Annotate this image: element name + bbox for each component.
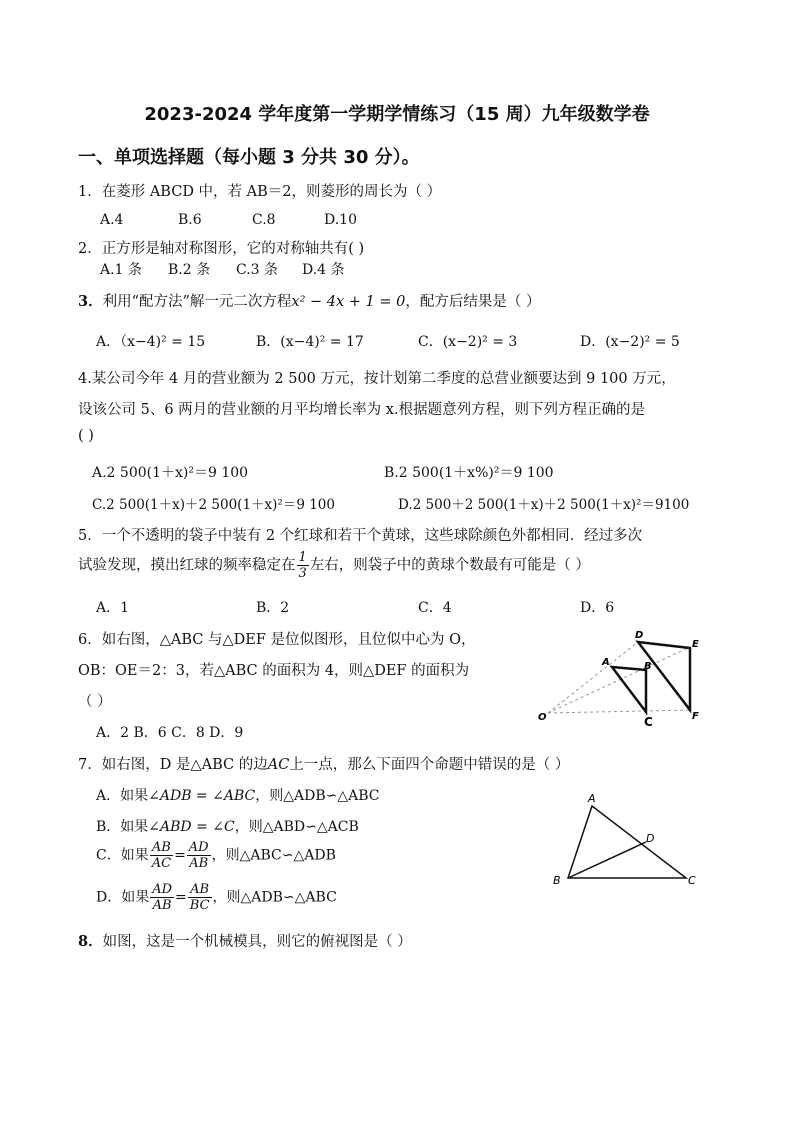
q5-option-d: D．6 (580, 600, 615, 616)
page-title: 2023-2024 学年度第一学期学情练习（15 周）九年级数学卷 (144, 104, 650, 125)
question-6-line-3: （ ） (78, 694, 112, 710)
figure-label-c: C (688, 874, 696, 887)
q7-option-b-conclusion: ，则△ABD∽△ACB (234, 819, 359, 835)
q2-option-a: A.1 条 (100, 262, 142, 278)
q7-option-b-condition: ∠ABD = ∠C (148, 819, 235, 835)
question-3-text-a: 利用“配方法”解一元二次方程 (102, 294, 292, 310)
q7-option-c: C．如果 $\frac{AB}{AC}$ = $\frac{AD}{AB}$ ，则△ABC∽△ADB (96, 840, 336, 871)
fraction-denominator: AC (151, 856, 172, 871)
q7-option-c-fraction-2 (187, 840, 211, 871)
question-7-stem (78, 753, 569, 774)
q7-option-c-prefix: C．如果 (96, 847, 149, 864)
q7-option-d: D．如果 $\frac{AD}{AB}$ = $\frac{AB}{BC}$ ，则△ADB∽△ABC (96, 882, 337, 913)
question-1-stem: 1．在菱形 ABCD 中，若 AB＝2，则菱形的周长为（ ） (78, 184, 442, 200)
q7-option-a-conclusion: ，则△ADB∽△ABC (255, 788, 380, 804)
figure-label-o: O (538, 712, 547, 723)
fraction-denominator: AB (189, 856, 209, 871)
question-8-text: 如图，这是一个机械模具，则它的俯视图是（ ） (102, 934, 412, 950)
figure-label-a: A (588, 792, 596, 805)
q5-option-c: C．4 (418, 600, 452, 616)
fraction-numerator: AB (150, 840, 173, 856)
question-5-line-2 (78, 550, 590, 581)
question-6-line-1: 6．如右图，△ABC 与△DEF 是位似图形，且位似中心为 O， (78, 632, 476, 648)
question-5-text-b: 左右，则袋子中的黄球个数最有可能是（ ） (309, 557, 590, 574)
q7-option-a (96, 785, 379, 805)
question-3-number: 3． (78, 293, 103, 310)
question-2-stem: 2．正方形是轴对称图形，它的对称轴共有( ) (78, 241, 365, 257)
question-7-side-ac: AC (267, 757, 290, 773)
fraction-denominator: AB (152, 898, 172, 913)
question-3-text-b: ，配方后结果是（ ） (405, 294, 541, 310)
fraction-numerator: AD (152, 882, 173, 897)
q1-option-b: B.6 (178, 212, 202, 228)
q3-option-b: B．(x−4)² = 17 (256, 334, 364, 350)
frequency-fraction (297, 550, 309, 581)
q7-option-d-conclusion: ，则△ADB∽△ABC (212, 889, 337, 906)
question-3-stem (78, 290, 540, 311)
question-8-number: 8． (78, 933, 103, 950)
fraction-denominator: 3 (298, 566, 307, 581)
question-6-line-2: OB：OE＝2：3，若△ABC 的面积为 4，则△DEF 的面积为 (78, 663, 470, 679)
q7-option-c-conclusion: ，则△ABC∽△ADB (211, 847, 336, 864)
question-8-stem (78, 930, 412, 951)
question-4-line-1: 4.某公司今年 4 月的营业额为 2 500 万元，按计划第二季度的总营业额要达到 9 100 万元， (78, 371, 676, 387)
figure-label-c: C (644, 715, 653, 729)
q1-option-d: D.10 (324, 212, 357, 228)
q3-option-a: A．（x−4)² = 15 (96, 334, 206, 350)
q4-option-c: C.2 500(1＋x)＋2 500(1＋x)²＝9 100 (92, 497, 335, 513)
q7-option-d-prefix: D．如果 (96, 889, 150, 906)
fraction-numerator: AB (188, 882, 212, 898)
q5-option-a: A．1 (96, 600, 130, 616)
q1-option-a: A.4 (100, 212, 124, 228)
fraction-numerator: AD (188, 840, 209, 855)
fraction-denominator: BC (189, 898, 210, 913)
q7-option-a-condition: ∠ADB = ∠ABC (148, 788, 256, 804)
q2-option-b: B.2 条 (168, 262, 211, 278)
figure-label-b: B (553, 874, 561, 887)
question-3-equation: x² − 4x + 1 = 0 (291, 294, 406, 310)
q4-option-d: D.2 500＋2 500(1＋x)＋2 500(1＋x)²＝9100 (398, 497, 690, 513)
fraction-numerator: 1 (298, 550, 307, 565)
question-4-line-3: ( ) (78, 428, 94, 444)
q1-option-c: C.8 (252, 212, 276, 228)
q7-option-b-prefix: B．如果 (96, 819, 149, 835)
question-5-text-a: 试验发现，摸出红球的频率稳定在 (78, 557, 296, 574)
triangle-abc-figure (548, 788, 708, 893)
q7-option-b (96, 816, 359, 836)
figure-label-b: B (644, 661, 652, 672)
figure-label-d: D (646, 832, 655, 845)
q4-option-b: B.2 500(1＋x%)²＝9 100 (384, 465, 554, 481)
figure-label-e: E (692, 639, 699, 650)
q7-option-a-prefix: A．如果 (96, 788, 149, 804)
figure-label-d: D (635, 630, 644, 641)
q4-option-a: A.2 500(1＋x)²＝9 100 (92, 465, 249, 481)
q7-option-c-fraction-1 (150, 840, 173, 871)
q3-option-c: C．(x−2)² = 3 (418, 334, 518, 350)
question-5-line-1: 5．一个不透明的袋子中装有 2 个红球和若干个黄球，这些球除颜色外都相同．经过多次 (78, 528, 643, 544)
q2-option-c: C.3 条 (236, 262, 279, 278)
homothety-figure (530, 625, 710, 740)
question-7-text-a: 7．如右图，D 是△ABC 的边 (78, 757, 268, 773)
q7-option-d-fraction-1 (150, 882, 174, 913)
q2-option-d: D.4 条 (302, 262, 345, 278)
figure-label-a: A (602, 657, 610, 668)
figure-label-f: F (692, 711, 699, 722)
q6-options: A．2 B．6 C．8 D．9 (96, 725, 244, 741)
q5-option-b: B．2 (256, 600, 290, 616)
section-heading: 一、单项选择题（每小题 3 分共 30 分）。 (78, 147, 420, 168)
q7-option-d-fraction-2 (188, 882, 212, 913)
q3-option-d: D．(x−2)² = 5 (580, 334, 680, 350)
question-7-text-b: 上一点，那么下面四个命题中错误的是（ ） (289, 757, 570, 773)
question-4-line-2: 设该公司 5、6 两月的营业额的月平均增长率为 x.根据题意列方程，则下列方程正确的是 (78, 402, 646, 418)
